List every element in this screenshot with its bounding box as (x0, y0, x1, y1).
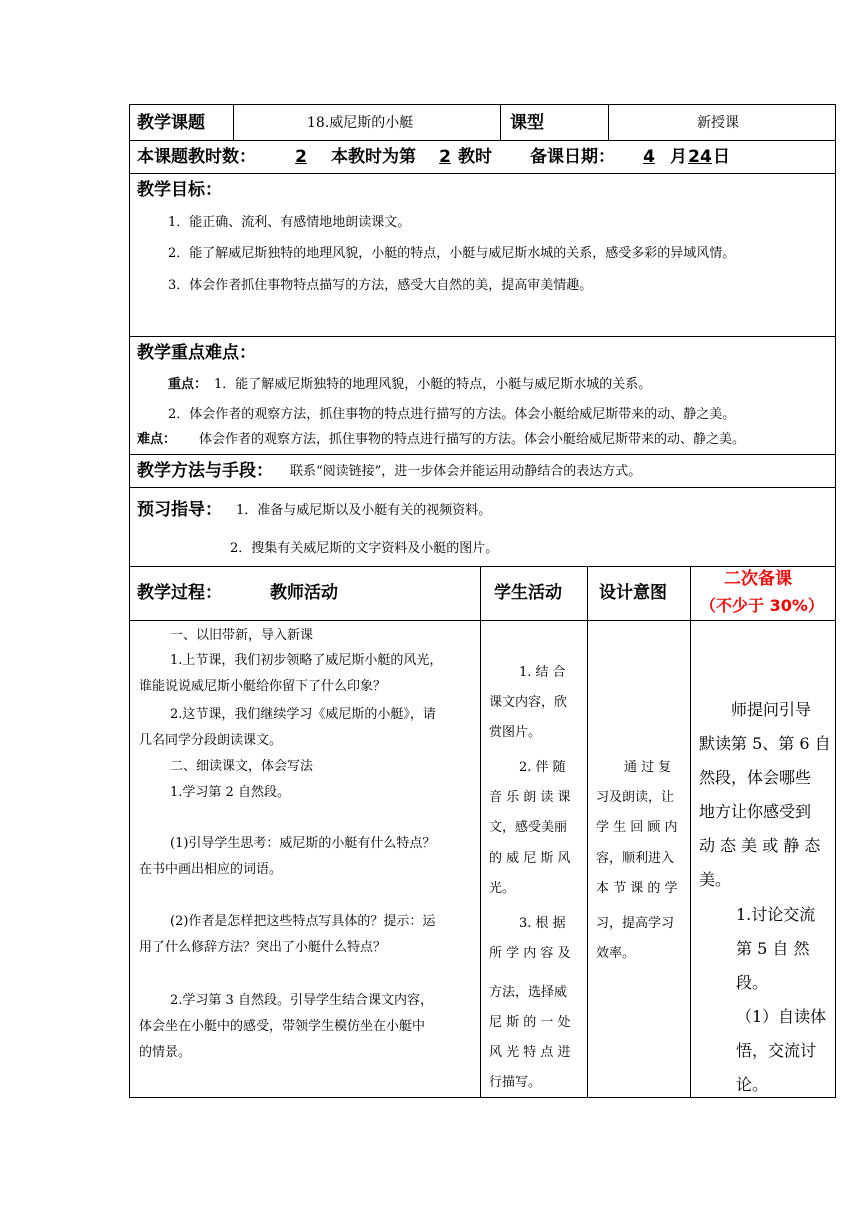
student-line: 的 威 尼 斯 风 (489, 851, 571, 866)
focus-label: 重点： (168, 377, 208, 392)
teacher-line: 在书中画出相应的词语。 (139, 862, 283, 877)
prep-day: 24 (688, 147, 712, 167)
total-hours: 2 (295, 147, 307, 167)
teacher-line: 的情景。 (139, 1045, 192, 1060)
teacher-line: 几名同学分段朗读课文。 (139, 733, 283, 748)
methods-text: 联系“阅读链接”，进一步体会并能运用动静结合的表达方式。 (290, 464, 642, 479)
teacher-line: 谁能说说威尼斯小艇给你留下了什么印象？ (139, 679, 387, 694)
teacher-line: 二、细读课文，体会写法 (170, 759, 314, 774)
student-line: 光。 (489, 881, 516, 896)
second-prep-line: 默读第 5、第 6 自 (699, 734, 831, 753)
topic-value: 18.威尼斯的小艇 (307, 115, 414, 131)
design-line: 通 过 复 (624, 760, 672, 775)
second-prep-line: 1.讨论交流 (736, 905, 816, 924)
preview-label: 预习指导： (137, 500, 222, 520)
preview-item-1: 1．准备与威尼斯以及小艇有关的视频资料。 (236, 503, 492, 518)
objectives-label: 教学目标： (137, 180, 222, 200)
methods-label: 教学方法与手段： (137, 461, 273, 481)
teacher-line: 2.学习第 3 自然段。引导学生结合课文内容， (170, 993, 433, 1008)
current-hour: 2 (439, 147, 451, 167)
second-prep-line: 第 5 自 然 (736, 939, 810, 958)
student-line: 3. 根 据 (519, 916, 566, 931)
student-line: 1. 结 合 (519, 665, 566, 680)
teacher-activity-header: 教师活动 (270, 583, 338, 603)
design-line: 习，提高学习 (596, 916, 675, 931)
design-intent-header: 设计意图 (599, 583, 667, 603)
topic-label: 教学课题 (137, 113, 205, 133)
objective-2: 2．能了解威尼斯独特的地理风貌，小艇的特点，小艇与威尼斯水城的关系，感受多彩的异域风情。 (168, 246, 736, 261)
second-prep-subheader: （不少于 30%） (700, 596, 824, 615)
prep-date-label: 备课日期： (530, 147, 615, 167)
design-line: 本 节 课 的 学 (596, 881, 678, 896)
second-prep-line: （1）自读体 (736, 1007, 827, 1026)
prep-month: 4 (643, 147, 655, 167)
objective-1: 1．能正确、流利、有感情地地朗读课文。 (168, 215, 411, 230)
design-line: 习及朗读，让 (596, 790, 675, 805)
second-prep-line: 地方让你感受到 (699, 802, 812, 821)
process-label: 教学过程： (137, 583, 222, 603)
teacher-line: (2)作者是怎样把这些特点写具体的？提示：运 (170, 914, 436, 929)
teacher-line: 1.上节课，我们初步领略了威尼斯小艇的风光， (170, 653, 443, 668)
focus-1: 1．能了解威尼斯独特的地理风貌，小艇的特点，小艇与威尼斯水城的关系。 (214, 377, 652, 392)
student-line: 所 学 内 容 及 (489, 946, 571, 961)
type-label: 课型 (510, 113, 544, 133)
difficulty-text: 体会作者的观察方法，抓住事物的特点进行描写的方法。体会小艇给威尼斯带来的动、静之美。 (199, 432, 746, 447)
hours-label: 本课题教时数： (137, 147, 256, 167)
student-line: 音 乐 朗 读 课 (489, 790, 571, 805)
student-line: 行描写。 (489, 1075, 542, 1090)
prep-day-suffix: 日 (713, 147, 730, 167)
teacher-line: 一、以旧带新，导入新课 (170, 628, 314, 643)
current-hour-suffix: 教时 (458, 147, 492, 167)
student-line: 尼 斯 的 一 处 (489, 1015, 571, 1030)
second-prep-line: 论。 (736, 1075, 769, 1094)
student-line: 2. 伴 随 (519, 760, 566, 775)
second-prep-line: 师提问引导 (731, 700, 812, 719)
design-line: 容，顺利进入 (596, 851, 675, 866)
current-hour-label: 本教时为第 (331, 147, 416, 167)
objective-3: 3．体会作者抓住事物特点描写的方法，感受大自然的美，提高审美情趣。 (168, 278, 593, 293)
second-prep-line: 美。 (699, 870, 732, 889)
design-line: 学 生 回 顾 内 (596, 820, 678, 835)
student-activity-header: 学生活动 (494, 583, 562, 603)
student-line: 赏图片。 (489, 725, 542, 740)
student-line: 方法，选择威 (489, 985, 568, 1000)
teacher-line: (1)引导学生思考：威尼斯的小艇有什么特点？ (170, 836, 436, 851)
second-prep-line: 动 态 美 或 静 态 (699, 836, 821, 855)
teacher-line: 1.学习第 2 自然段。 (170, 785, 290, 800)
second-prep-header: 二次备课 (724, 569, 792, 589)
teacher-line: 2.这节课，我们继续学习《威尼斯的小艇》，请 (170, 707, 436, 722)
difficulty-label: 难点： (137, 432, 177, 447)
student-line: 课文内容，欣 (489, 695, 568, 710)
teacher-line: 体会坐在小艇中的感受，带领学生模仿坐在小艇中 (139, 1019, 426, 1034)
prep-month-suffix: 月 (670, 147, 687, 167)
teacher-line: 用了什么修辞方法？突出了小艇什么特点？ (139, 940, 387, 955)
second-prep-line: 悟，交流讨 (736, 1041, 817, 1060)
design-line: 效率。 (596, 946, 636, 961)
type-value: 新授课 (697, 115, 739, 131)
preview-item-2: 2．搜集有关威尼斯的文字资料及小艇的图片。 (230, 541, 499, 556)
student-line: 风 光 特 点 进 (489, 1045, 571, 1060)
student-line: 文，感受美丽 (489, 820, 568, 835)
focus-2: 2．体会作者的观察方法，抓住事物的特点进行描写的方法。体会小艇给威尼斯带来的动、静之美。 (168, 407, 736, 422)
second-prep-line: 然段，体会哪些 (699, 768, 812, 787)
keypoints-label: 教学重点难点： (137, 343, 256, 363)
second-prep-line: 段。 (736, 973, 769, 992)
